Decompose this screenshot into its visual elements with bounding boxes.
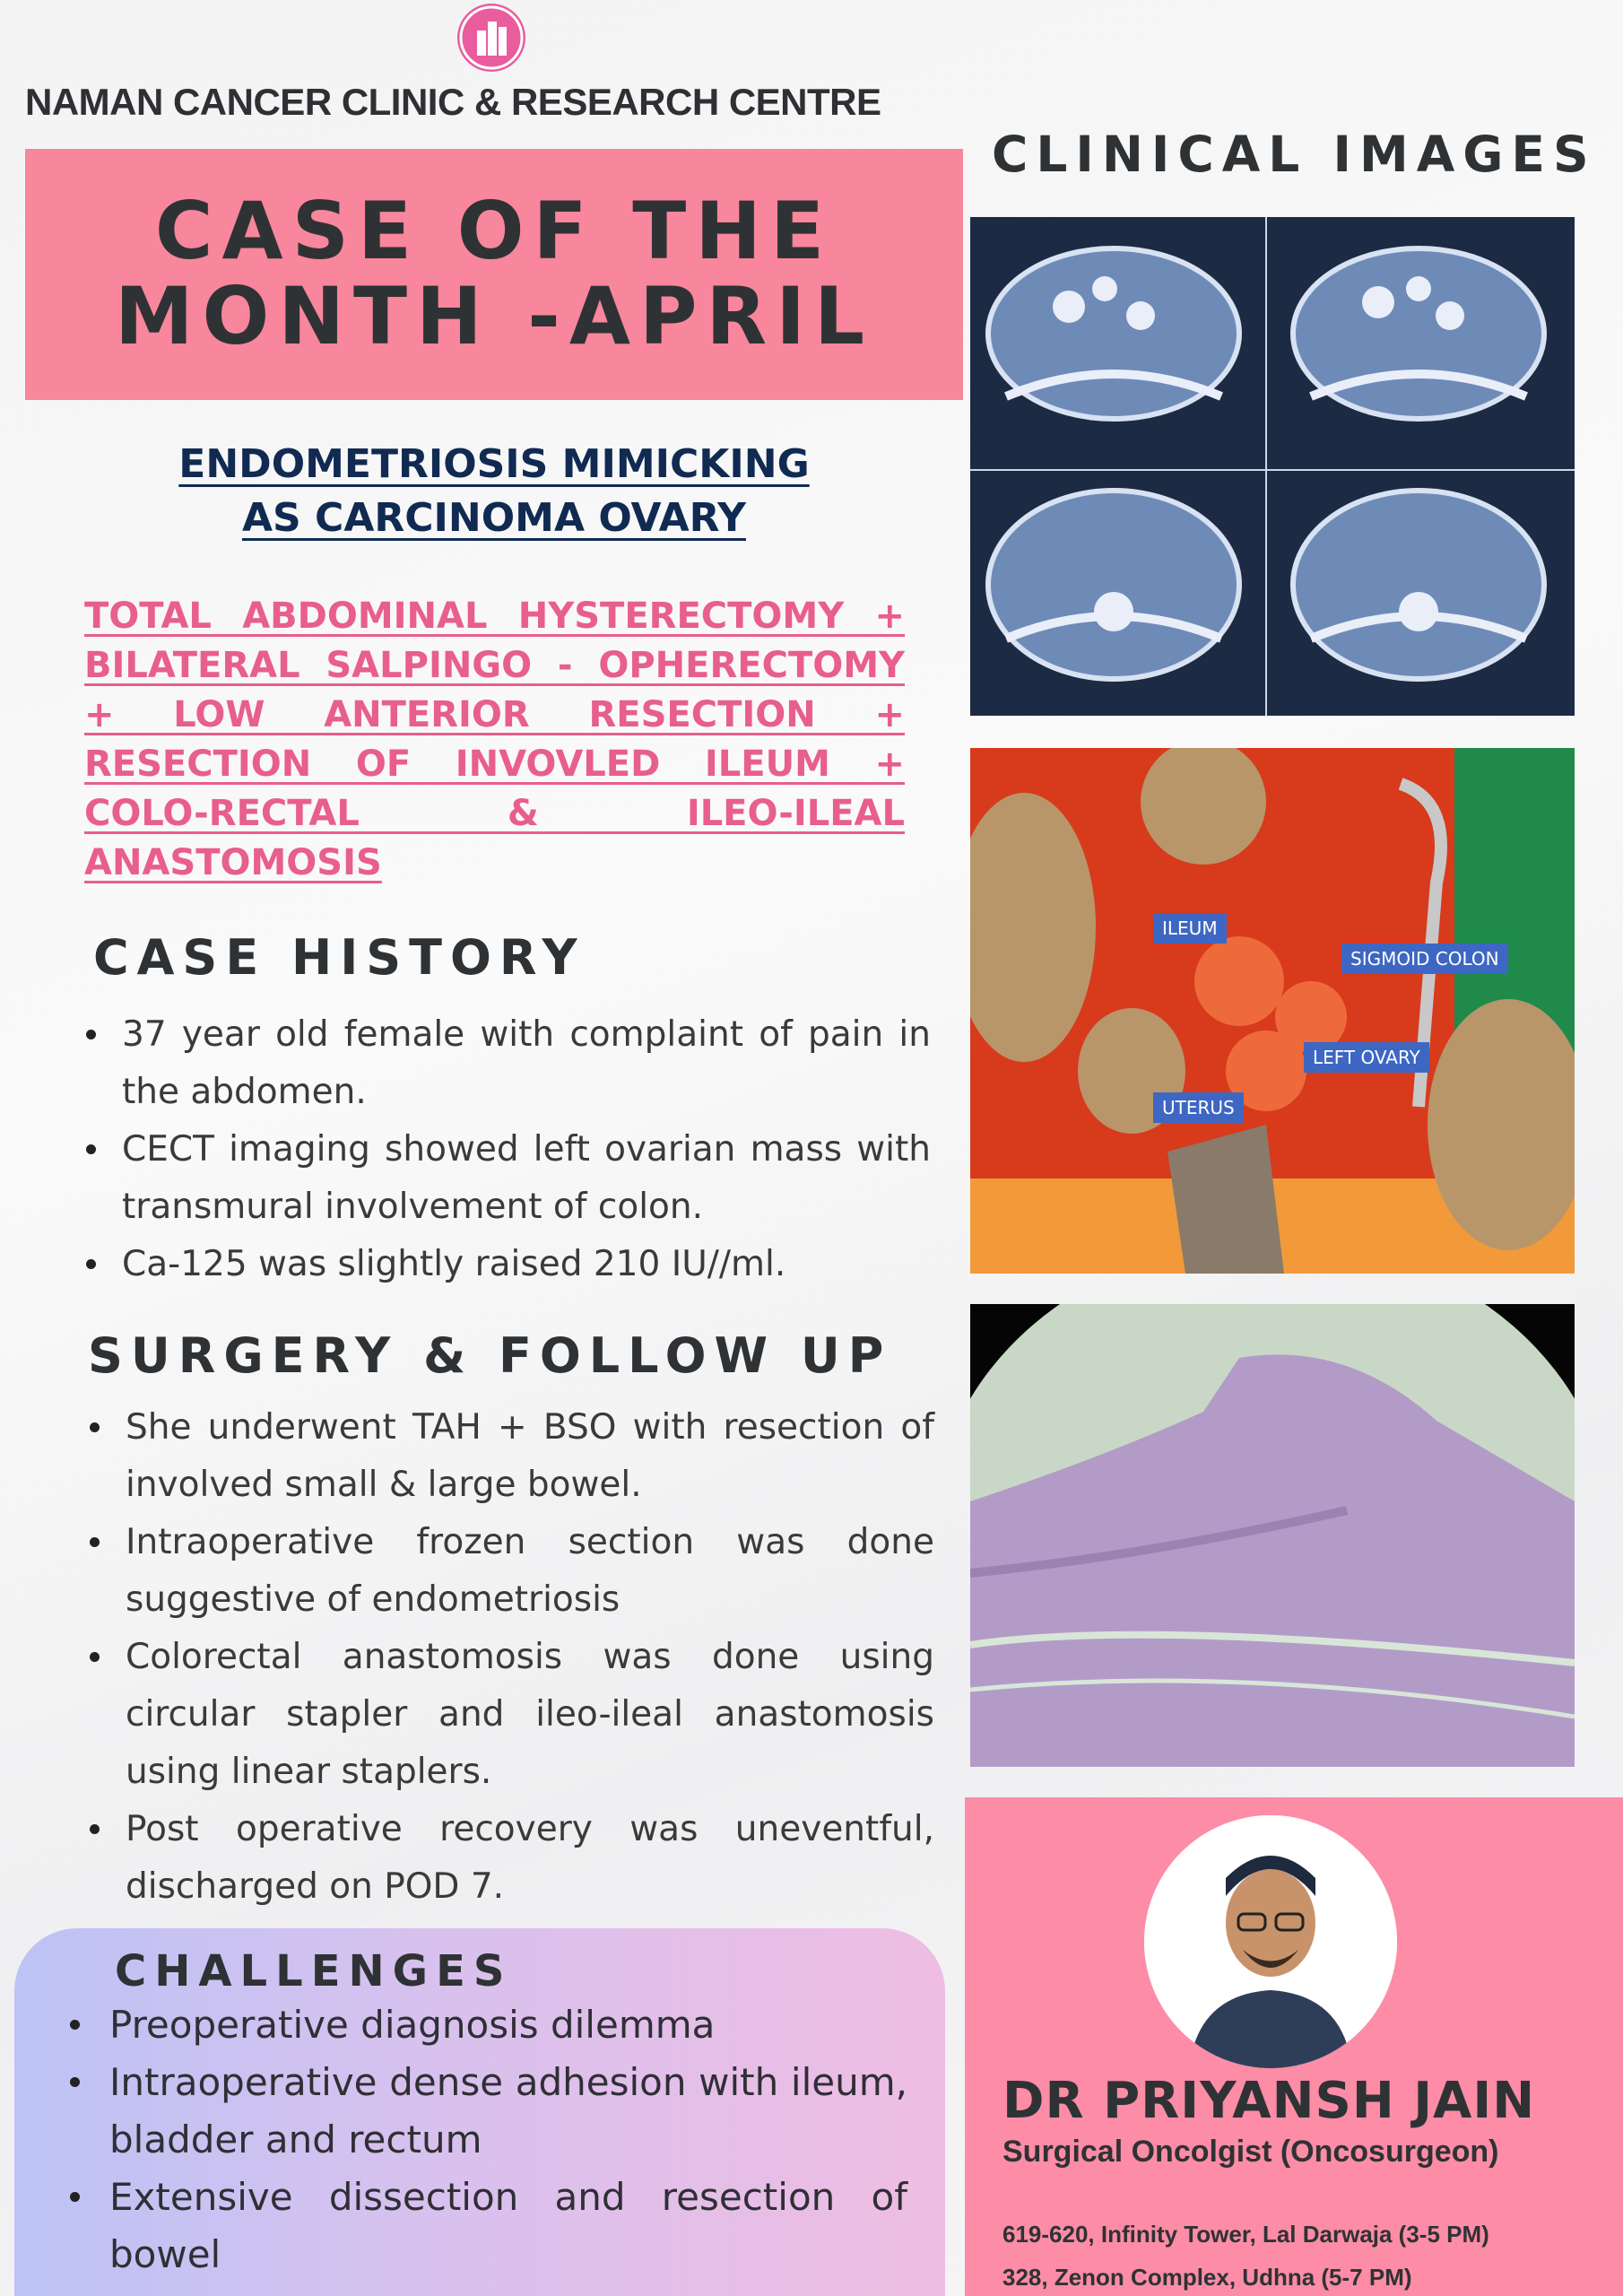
label-left-ovary: LEFT OVARY xyxy=(1304,1042,1429,1073)
doctor-address-2: 328, Zenon Complex, Udhna (5-7 PM) xyxy=(1002,2264,1412,2291)
list-item: Preoperative diagnosis dilemma xyxy=(109,1996,907,2054)
subtitle-line-1: ENDOMETRIOSIS MIMICKING xyxy=(178,441,810,487)
title-banner xyxy=(25,149,963,400)
doctor-name: DR PRIYANSH JAIN xyxy=(1002,2072,1536,2130)
ct-scan-image xyxy=(970,217,1575,716)
list-item: She underwent TAH + BSO with resection of involved small & large bowel. xyxy=(126,1399,934,1514)
surgical-photo xyxy=(970,748,1575,1274)
surgery-heading: SURGERY & FOLLOW UP xyxy=(88,1327,892,1384)
list-item: Extensive dissection and resection of bowel xyxy=(109,2169,907,2283)
list-item: Intraoperative dense adhesion with ileum, bladder and rectum xyxy=(109,2054,907,2169)
case-history-list xyxy=(122,1006,931,1293)
surgery-list xyxy=(126,1399,934,1916)
list-item: Colorectal anastomosis was done using circular stapler and ileo-ileal anastomosis using linear staplers. xyxy=(126,1629,934,1801)
list-item: Post operative recovery was uneventful, discharged on POD 7. xyxy=(126,1801,934,1916)
label-ileum: ILEUM xyxy=(1153,913,1227,944)
subtitle-line-2: AS CARCINOMA OVARY xyxy=(241,495,746,541)
clinic-name: NAMAN CANCER CLINIC & RESEARCH CENTRE xyxy=(25,81,881,123)
list-item: Intraoperative frozen section was done suggestive of endometriosis xyxy=(126,1514,934,1629)
doctor-card xyxy=(965,1797,1623,2296)
title-line-1: CASE OF THE xyxy=(154,185,834,277)
case-history-heading: CASE HISTORY xyxy=(93,929,586,986)
label-uterus: UTERUS xyxy=(1153,1092,1244,1123)
procedure-text: TOTAL ABDOMINAL HYSTERECTOMY + BILATERAL SALPINGO - OPHERECTOMY + LOW ANTERIOR RESECTION + RESECTION OF INVOVLED ILEUM + COLO-RECTAL & ILEO-ILEAL ANASTOMOSIS xyxy=(84,596,905,883)
histopathology-image xyxy=(970,1304,1575,1767)
list-item: Ca-125 was slightly raised 210 IU//ml. xyxy=(122,1236,931,1293)
title-line-2: MONTH -APRIL xyxy=(114,270,874,362)
clinic-logo-icon xyxy=(457,4,525,72)
case-subtitle xyxy=(25,438,963,545)
doctor-address-1: 619-620, Infinity Tower, Lal Darwaja (3-5 PM) xyxy=(1002,2221,1489,2248)
challenges-heading: CHALLENGES xyxy=(115,1946,513,1996)
list-item: 37 year old female with complaint of pain in the abdomen. xyxy=(122,1006,931,1121)
doctor-role: Surgical Oncolgist (Oncosurgeon) xyxy=(1002,2135,1499,2169)
clinical-images-heading: CLINICAL IMAGES xyxy=(992,126,1597,183)
challenges-list xyxy=(109,1996,907,2283)
avatar xyxy=(1144,1815,1397,2068)
label-sigmoid-colon: SIGMOID COLON xyxy=(1341,944,1508,974)
list-item: CECT imaging showed left ovarian mass with transmural involvement of colon. xyxy=(122,1121,931,1236)
